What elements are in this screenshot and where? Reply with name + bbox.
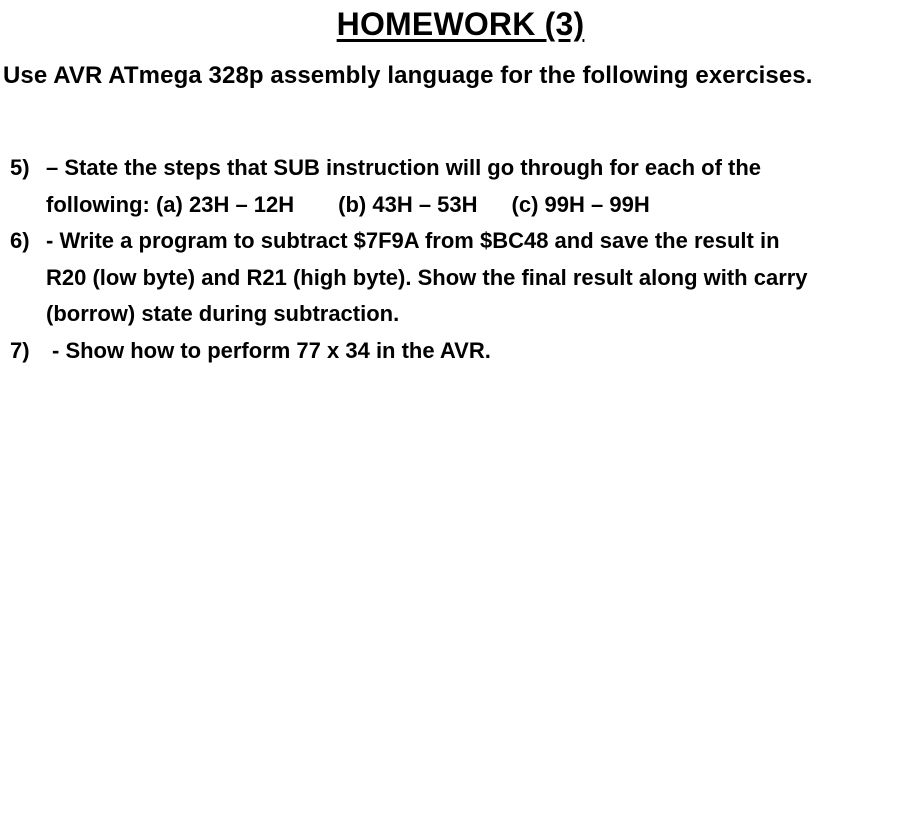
question-line [46,187,915,224]
question-number: 5) [10,155,30,180]
question-line: - Write a program to subtract $7F9A from $BC48 and save the result in [46,228,780,253]
question-line: R20 (low byte) and R21 (high byte). Show the final result along with carry [46,264,808,290]
question-list [10,150,915,369]
question-line: (borrow) state during subtraction. [46,301,400,326]
question-5 [10,150,915,223]
part-c: (c) 99H – 99H [511,191,650,217]
question-text [46,150,915,223]
question-line: - Show how to perform 77 x 34 in the AVR. [52,337,491,363]
question-6 [10,223,915,333]
question-7 [10,333,915,370]
part-a: following: (a) 23H – 12H [46,191,295,217]
part-b: (b) 43H – 53H [338,191,478,217]
instructions-text: Use AVR ATmega 328p assembly language for the following exercises. [3,62,813,89]
question-text [46,223,915,333]
question-line: – State the steps that SUB instruction will go through for each of the [46,155,762,180]
question-number: 7) [10,337,30,363]
homework-title: HOMEWORK (3) [336,6,585,42]
question-number: 6) [10,228,30,253]
question-text [46,333,915,370]
